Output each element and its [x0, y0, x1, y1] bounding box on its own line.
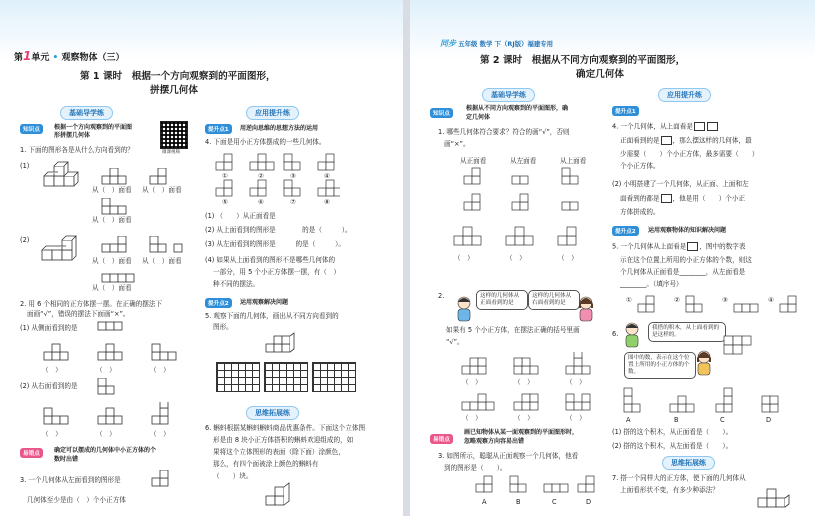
cube-stack-figure [754, 484, 794, 512]
knowledge-text-2: 形拼摆几何体 [54, 132, 91, 139]
cube-options-row [458, 352, 598, 378]
shape-number: ② [674, 296, 680, 304]
boy-illustration [622, 322, 642, 348]
answer-paren[interactable]: （ ） [42, 430, 62, 438]
answer-paren[interactable]: （ ） [506, 254, 526, 262]
q4-sub-3: (3) 从左面看到的图形是 的是（ ）。 [205, 240, 346, 248]
shape-number: ③ [722, 296, 728, 304]
q2-sub-1: (1) 从侧面看到的是 [20, 324, 78, 332]
option-label: D [586, 498, 592, 506]
question-1: 1. 哪些几何体符合要求？符合的画“√”，否则 [438, 128, 570, 136]
question-5-2: 图形。 [213, 323, 233, 331]
qr-code[interactable] [160, 121, 188, 149]
answer-paren[interactable]: （ ） [566, 378, 586, 386]
q4-sub-1: (1) （ ）从正面看是 [205, 212, 276, 220]
lift2-text: 运用观察物体的知识解决问题 [648, 227, 727, 234]
knowledge-badge: 知识点 [20, 124, 43, 134]
option-label: A [626, 416, 631, 424]
view-shape [100, 168, 130, 188]
question-4-6: 面看到的都是 ，他是用（ ）个小正 [620, 194, 746, 203]
easy-text-2: 数时出错 [54, 456, 79, 463]
easy-text: 确定可以摆成的几何体中小正方体的个 [54, 447, 157, 454]
question-5-3: 个几何体从正面看是________，从左面看是 [620, 268, 746, 276]
question-7-2: 上面看形状不变，有多少种添法？ [620, 486, 719, 494]
shape-number: ③ [290, 172, 296, 180]
question-3: 3. 如图所示，聪聪从正面观察一个几何体，他看 [438, 452, 579, 460]
section-apply: 应用提升练 [658, 88, 711, 102]
shape-number: ④ [768, 296, 774, 304]
view-label: 从（ ）面看 [92, 216, 132, 224]
left-page [0, 0, 403, 516]
section-basic: 基础导学练 [60, 106, 113, 120]
question-6: 6. 蝌蚪根据某蝌蚪蝌蚪商品优惠条件。下面这个立体图 [205, 424, 366, 432]
option-label: C [720, 416, 725, 424]
lift2-badge: 提升点2 [205, 298, 232, 308]
question-1: 1. 下面的图形各是从什么方向看到的？ [20, 146, 134, 154]
answer-paren[interactable]: （ ） [514, 414, 534, 422]
question-2: 如果有 5 个小正方体，在摆法正确的括号里画 [446, 326, 580, 334]
easy-text: 画已知物体从某一面观察到的平面图形时， [464, 429, 579, 436]
answer-paren[interactable]: （ ） [566, 414, 586, 422]
lesson-title: 第 2 课时 根据从不同方向观察到的平面图形， [480, 55, 686, 66]
q1-part-1: (1) [20, 162, 30, 170]
knowledge-text-2: 定几何体 [466, 114, 491, 121]
cube-options-row [40, 402, 180, 428]
question-5: 5. 一个几何体从上面看是 ，图中的数字表 [612, 242, 746, 251]
lift2-text: 运用观察解决问题 [240, 299, 289, 306]
q6-sub-2: (2) 搭的这个积木，从左面看是（ ）。 [612, 442, 733, 450]
question-2-2: 面画“√”，错误的摆法下面画“×”。 [27, 310, 130, 318]
view-front-label: 从正面看 [460, 157, 487, 165]
answer-paren[interactable]: （ ） [42, 366, 62, 374]
lift1-text: 用逆向思维的思想方法的运用 [240, 125, 319, 132]
knowledge-badge: 知识点 [430, 108, 453, 118]
speech-bubble-boy: 这样的几何体从正面看到的是 [476, 290, 528, 310]
option-label: B [516, 498, 521, 506]
cube-stack-figure [38, 232, 84, 266]
question-7: 7. 搭一个同样大的正方体，使下面的几何体从 [612, 474, 746, 482]
shape-grid-figure [210, 150, 340, 206]
easy-badge: 易错点 [20, 448, 43, 458]
speech-bubble: 我搭的积木，从上面看到的是这样的。 [648, 322, 726, 342]
question-4: 4. 一个几何体，从上面看是 [612, 122, 719, 132]
page-header-band [410, 0, 815, 60]
view-shapes-row [634, 294, 804, 316]
question-5-2: 示在这个位置上所用的小正方体的个数，则这 [620, 256, 752, 264]
q4-sub-4-2: 一部分，用 5 个小正方体摆一摆，有（ ） [213, 268, 341, 276]
right-page [410, 0, 815, 516]
q6-sub-1: (1) 搭的这个积木，从正面看是（ ）。 [612, 428, 733, 436]
shape-number: ① [222, 172, 228, 180]
lift1-badge: 提升点1 [612, 106, 639, 116]
lesson-title-2: 确定几何体 [576, 69, 624, 80]
cube-options-row [470, 474, 600, 504]
shape-number: ② [258, 172, 264, 180]
answer-paren[interactable]: （ ） [462, 414, 482, 422]
question-6-4: 那么，有四个面被涂上颜色的蝌蚪有 [213, 460, 319, 468]
view-shape [100, 198, 130, 218]
answer-paren[interactable]: （ ） [96, 430, 116, 438]
knowledge-text: 根据一个方向观察到的平面图 [54, 124, 133, 131]
question-3-2: 到的图形是（ ）。 [444, 464, 507, 472]
question-4-5: (2) 小明搭建了一个几何体，从正面、上面和左 [612, 180, 749, 188]
question-3-2: 几何体至少是由（ ）个小正方体 [27, 496, 126, 504]
cube-options-row [458, 388, 598, 414]
question-2-number: 2. [438, 292, 445, 300]
question-6: 6. [612, 330, 619, 338]
question-5-4: ________。（填序号） [620, 280, 683, 288]
boy-illustration [454, 296, 474, 322]
answer-paren[interactable]: （ ） [150, 430, 170, 438]
view-label: 从（ ）面看 [142, 186, 182, 194]
question-4-3: 少需要（ ）个小正方体，最多需要（ ） [620, 150, 759, 158]
cube-stack-figure [262, 332, 302, 358]
question-4-4: 个小正方体。 [620, 162, 660, 170]
question-4: 4. 下面是用小正方体摆成的一些几何体。 [205, 138, 326, 146]
speech-bubble-girl: 这样的几何体从右面看到的是 [528, 290, 580, 310]
question-2: 2. 用 6 个相同的正方体摆一摆。在正确的摆法下 [20, 300, 163, 308]
q1-part-2: (2) [20, 236, 30, 244]
q4-sub-4: (4) 如果从上面看到的图形不是哪些几何体的 [205, 256, 336, 264]
section-expand: 思维拓展练 [246, 406, 299, 420]
q2-sub-2: (2) 从右面看到的是 [20, 382, 78, 390]
answer-paren[interactable]: （ ） [462, 378, 482, 386]
option-label: B [674, 416, 679, 424]
option-label: C [552, 498, 557, 506]
answer-paren[interactable]: （ ） [514, 378, 534, 386]
view-label: 从（ ）面看 [92, 186, 132, 194]
view-shape [100, 236, 140, 258]
unit-heading: 第1单元 • 观察物体（三） [14, 49, 125, 63]
series-brand: 同步 五年级 数学 下（RJ版）福建专用 [440, 39, 554, 48]
cube-stack-figure [40, 160, 80, 196]
view-top-label: 从上面看 [560, 157, 587, 165]
question-4-2: 正面看到的是 ，那么摆这样的几何体，最 [620, 136, 752, 145]
girl-illustration [694, 350, 714, 376]
shape-number: ⑤ [222, 198, 228, 206]
view-grid-figure [450, 166, 600, 252]
answer-paren[interactable]: （ ） [96, 366, 116, 374]
view-shape [100, 266, 140, 286]
section-apply: 应用提升练 [246, 106, 299, 120]
cube-stack-figure [262, 482, 298, 510]
section-basic: 基础导学练 [482, 88, 535, 102]
view-shape [148, 168, 178, 188]
shape-number: ① [626, 296, 632, 304]
lift1-badge: 提升点1 [205, 124, 232, 134]
top-view-number-grid [722, 334, 762, 358]
question-4-7: 方体拼成的。 [620, 208, 660, 216]
option-label: D [766, 416, 772, 424]
q4-sub-4-3: 种不同的摆法。 [213, 280, 260, 288]
lift2-badge: 提升点2 [612, 226, 639, 236]
view-shape [96, 320, 126, 332]
cube-options-row [618, 378, 798, 418]
shape-number: ⑧ [324, 198, 330, 206]
view-label: 从（ ）面看 [92, 284, 132, 292]
question-3: 3. 一个几何体从左面看到的图形是 [20, 476, 121, 484]
view-left-label: 从左面看 [510, 157, 537, 165]
view-label: 从（ ）面看 [92, 257, 132, 265]
question-6-2: 形是由 8 块小正方体搭积的蝌蚪欢迎组成的，如 [213, 436, 354, 444]
question-1-2: 画“×”。 [444, 140, 470, 148]
view-shape [96, 378, 126, 396]
option-label: A [482, 498, 487, 506]
answer-paren[interactable]: （ ） [150, 366, 170, 374]
drawing-grid[interactable] [312, 362, 356, 392]
question-6-3: 果将这个立体图形的表面（除下面）涂颜色， [213, 448, 345, 456]
qr-caption: 微课视频 [162, 150, 180, 155]
drawing-grid[interactable] [264, 362, 308, 392]
shape-number: ⑥ [258, 198, 264, 206]
question-6-5: （ ）块。 [213, 472, 253, 480]
question-2-2: “√”。 [446, 338, 464, 346]
cube-options-row [40, 342, 180, 364]
q4-sub-2: (2) 从上面看到的图形是 的是（ ）。 [205, 226, 352, 234]
section-expand: 思维拓展练 [662, 456, 715, 470]
shape-number: ⑦ [290, 198, 296, 206]
knowledge-text: 根据从不同方向观察到的平面图形，确 [466, 105, 569, 112]
drawing-grid[interactable] [216, 362, 260, 392]
view-shape [148, 236, 188, 258]
easy-badge: 易错点 [430, 434, 453, 444]
question-5: 5. 观察下面的几何体，画出从不同方向看到的 [205, 312, 339, 320]
speech-bubble: 图中的数，表示在这个位置上所用的小正方体的个数。 [624, 352, 696, 379]
view-shape [150, 470, 176, 488]
view-label: 从（ ）面看 [142, 257, 182, 265]
answer-paren[interactable]: （ ） [558, 254, 578, 262]
lesson-title: 第 1 课时 根据一个方向观察到的平面图形， [80, 71, 276, 82]
answer-paren[interactable]: （ ） [454, 254, 474, 262]
girl-illustration [576, 296, 596, 322]
page-header-band [0, 0, 403, 60]
lesson-title-2: 拼摆几何体 [150, 85, 198, 96]
easy-text-2: 忽略观察方向容易出错 [464, 438, 525, 445]
shape-number: ④ [324, 172, 330, 180]
